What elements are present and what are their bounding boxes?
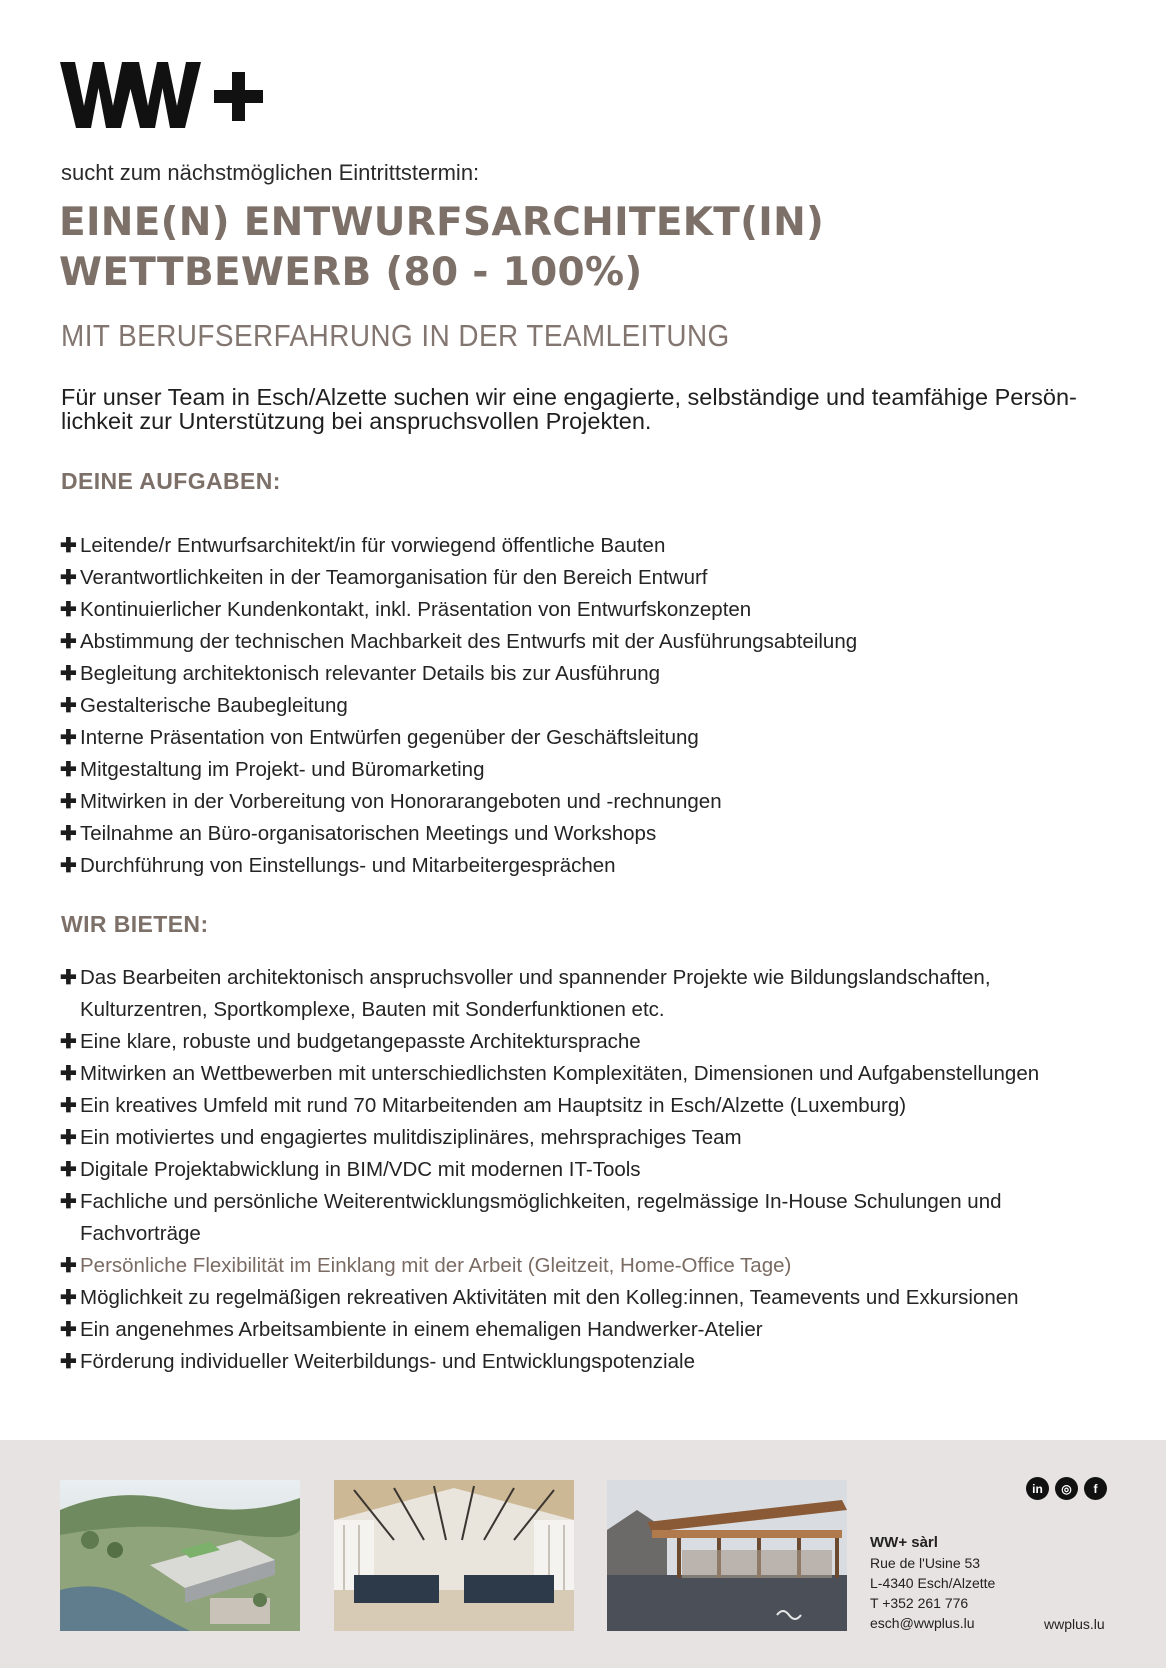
lead-paragraph bbox=[61, 385, 1111, 433]
tasks-heading: DEINE AUFGABEN: bbox=[61, 468, 281, 494]
instagram-icon[interactable]: ◎ bbox=[1055, 1477, 1078, 1500]
plus-bullet-icon: ✚ bbox=[60, 1063, 77, 1085]
offer-item-text: Ein kreatives Umfeld mit rund 70 Mitarbeitenden am Hauptsitz in Esch/Alzette (Luxemburg) bbox=[80, 1094, 907, 1117]
job-title-line-1: EINE(N) ENTWURFSARCHITEKT(IN) bbox=[59, 200, 825, 245]
offer-item bbox=[60, 1026, 1080, 1058]
company-name: WW+ sàrl bbox=[870, 1534, 938, 1551]
offer-item-text: Eine klare, robuste und budgetangepasste Architektursprache bbox=[80, 1030, 641, 1053]
task-item bbox=[60, 658, 1120, 690]
project-photo-canopy bbox=[607, 1480, 847, 1631]
company-logo bbox=[60, 62, 285, 128]
task-item-text: Mitwirken in der Vorbereitung von Honorarangeboten und -rechnungen bbox=[80, 790, 722, 813]
plus-bullet-icon: ✚ bbox=[60, 759, 77, 781]
task-item-text: Interne Präsentation von Entwürfen gegenüber der Geschäftsleitung bbox=[80, 726, 699, 749]
offer-list bbox=[60, 962, 1080, 1378]
plus-bullet-icon: ✚ bbox=[60, 1255, 77, 1277]
street-address: Rue de l'Usine 53 bbox=[870, 1555, 981, 1571]
offer-item bbox=[60, 1090, 1080, 1122]
offer-item-text: Persönliche Flexibilität im Einklang mit der Arbeit (Gleitzeit, Home-Office Tage) bbox=[80, 1254, 792, 1277]
task-item bbox=[60, 818, 1120, 850]
plus-bullet-icon: ✚ bbox=[60, 567, 77, 589]
facebook-icon[interactable]: f bbox=[1084, 1477, 1107, 1500]
offer-item bbox=[60, 1250, 1080, 1282]
social-links bbox=[1026, 1477, 1107, 1500]
offer-item bbox=[60, 1122, 1080, 1154]
offer-item-text: Das Bearbeiten architektonisch anspruchsvoller und spannender Projekte wie Bildungslandschaften, Kulturzentren, Sportkomplexe, Bauten mit Sonderfunktionen etc. bbox=[80, 966, 991, 1021]
task-item bbox=[60, 786, 1120, 818]
task-item-text: Durchführung von Einstellungs- und Mitarbeitergesprächen bbox=[80, 854, 616, 877]
plus-bullet-icon: ✚ bbox=[60, 823, 77, 845]
city-address: L-4340 Esch/Alzette bbox=[870, 1575, 996, 1591]
plus-bullet-icon: ✚ bbox=[60, 1095, 77, 1117]
email-link[interactable]: esch@wwplus.lu bbox=[870, 1615, 975, 1631]
plus-bullet-icon: ✚ bbox=[60, 967, 77, 989]
offer-item bbox=[60, 1282, 1080, 1314]
plus-bullet-icon: ✚ bbox=[60, 1351, 77, 1373]
contact-block bbox=[870, 1533, 995, 1633]
plus-bullet-icon: ✚ bbox=[60, 791, 77, 813]
offer-item-text: Möglichkeit zu regelmäßigen rekreativen Aktivitäten mit den Kolleg:innen, Teamevents und Exkursionen bbox=[80, 1286, 1019, 1309]
offer-item-text: Digitale Projektabwicklung in BIM/VDC mit modernen IT-Tools bbox=[80, 1158, 641, 1181]
offer-item-text: Ein angenehmes Arbeitsambiente in einem ehemaligen Handwerker-Atelier bbox=[80, 1318, 763, 1341]
plus-bullet-icon: ✚ bbox=[60, 1031, 77, 1053]
task-item-text: Verantwortlichkeiten in der Teamorganisation für den Bereich Entwurf bbox=[80, 566, 708, 589]
plus-bullet-icon: ✚ bbox=[60, 855, 77, 877]
plus-bullet-icon: ✚ bbox=[60, 599, 77, 621]
offer-heading: WIR BIETEN: bbox=[61, 911, 209, 937]
offer-item bbox=[60, 1058, 1080, 1090]
plus-bullet-icon: ✚ bbox=[60, 1127, 77, 1149]
project-photo-hall bbox=[334, 1480, 574, 1631]
offer-item bbox=[60, 962, 1080, 1026]
lead-line-1: Für unser Team in Esch/Alzette suchen wir eine engagierte, selbständige und teamfähige Persön- bbox=[61, 384, 1077, 410]
offer-item-text: Förderung individueller Weiterbildungs- und Entwicklungspotenziale bbox=[80, 1350, 695, 1373]
project-photo-campus bbox=[60, 1480, 300, 1631]
offer-item bbox=[60, 1346, 1080, 1378]
phone-number: T +352 261 776 bbox=[870, 1595, 969, 1611]
job-subtitle: MIT BERUFSERFAHRUNG IN DER TEAMLEITUNG bbox=[61, 318, 730, 353]
task-item-text: Kontinuierlicher Kundenkontakt, inkl. Präsentation von Entwurfskonzepten bbox=[80, 598, 752, 621]
plus-bullet-icon: ✚ bbox=[60, 535, 77, 557]
job-title-line-2: WETTBEWERB (80 - 100%) bbox=[59, 250, 643, 295]
website-link[interactable]: wwplus.lu bbox=[1044, 1616, 1105, 1632]
task-item bbox=[60, 690, 1120, 722]
job-title bbox=[59, 198, 824, 298]
offer-item bbox=[60, 1314, 1080, 1346]
task-item-text: Gestalterische Baubegleitung bbox=[80, 694, 348, 717]
offer-item bbox=[60, 1186, 1080, 1250]
task-item bbox=[60, 754, 1120, 786]
offer-item-text: Mitwirken an Wettbewerben mit unterschiedlichsten Komplexitäten, Dimensionen und Aufgabenstellungen bbox=[80, 1062, 1040, 1085]
plus-bullet-icon: ✚ bbox=[60, 1191, 77, 1213]
lead-line-2: lichkeit zur Unterstützung bei anspruchsvollen Projekten. bbox=[61, 408, 652, 434]
plus-bullet-icon: ✚ bbox=[60, 727, 77, 749]
linkedin-icon[interactable]: in bbox=[1026, 1477, 1049, 1500]
task-item bbox=[60, 850, 1120, 882]
tasks-list bbox=[60, 530, 1120, 882]
task-item bbox=[60, 626, 1120, 658]
offer-item-text: Fachliche und persönliche Weiterentwicklungsmöglichkeiten, regelmässige In-House Schulungen und Fachvorträge bbox=[80, 1190, 1002, 1245]
offer-item bbox=[60, 1154, 1080, 1186]
plus-bullet-icon: ✚ bbox=[60, 1159, 77, 1181]
task-item bbox=[60, 594, 1120, 626]
plus-bullet-icon: ✚ bbox=[60, 631, 77, 653]
task-item-text: Abstimmung der technischen Machbarkeit des Entwurfs mit der Ausführungsabteilung bbox=[80, 630, 858, 653]
task-item bbox=[60, 530, 1120, 562]
task-item-text: Mitgestaltung im Projekt- und Büromarketing bbox=[80, 758, 485, 781]
plus-bullet-icon: ✚ bbox=[60, 695, 77, 717]
offer-item-text: Ein motiviertes und engagiertes mulitdisziplinäres, mehrsprachiges Team bbox=[80, 1126, 742, 1149]
task-item-text: Begleitung architektonisch relevanter Details bis zur Ausführung bbox=[80, 662, 661, 685]
task-item-text: Teilnahme an Büro-organisatorischen Meetings und Workshops bbox=[80, 822, 657, 845]
plus-bullet-icon: ✚ bbox=[60, 663, 77, 685]
plus-bullet-icon: ✚ bbox=[60, 1319, 77, 1341]
plus-bullet-icon: ✚ bbox=[60, 1287, 77, 1309]
task-item bbox=[60, 562, 1120, 594]
task-item-text: Leitende/r Entwurfsarchitekt/in für vorwiegend öffentliche Bauten bbox=[80, 534, 666, 557]
task-item bbox=[60, 722, 1120, 754]
intro-text: sucht zum nächstmöglichen Eintrittstermin: bbox=[61, 160, 480, 185]
